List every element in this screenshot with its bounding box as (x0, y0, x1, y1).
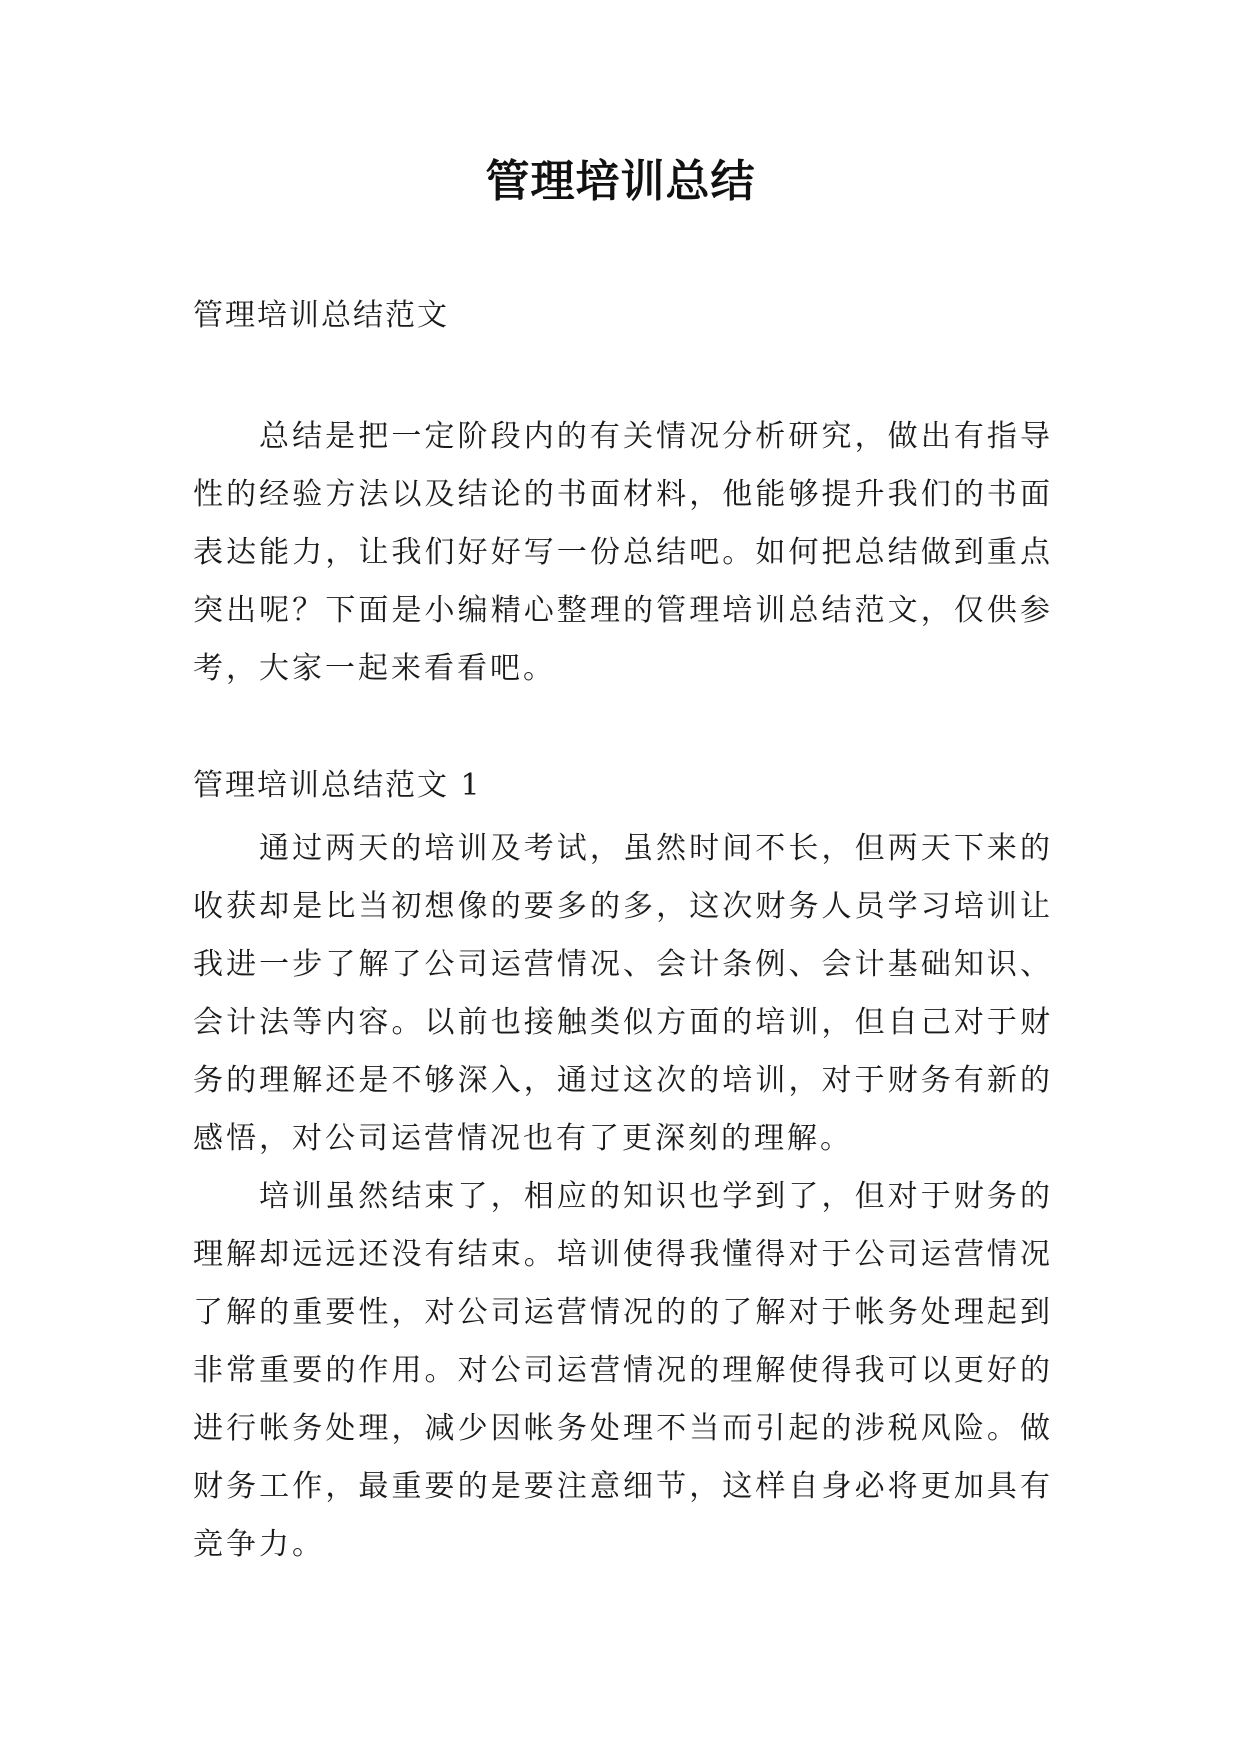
body-paragraph-1: 通过两天的培训及考试，虽然时间不长，但两天下来的收获却是比当初想像的要多的多，这次财务人员学习培训让我进一步了解了公司运营情况、会计条例、会计基础知识、会计法等内容。以前也接触类似方面的培训，但自己对于财务的理解还是不够深入，通过这次的培训，对于财务有新的感悟，对公司运营情况也有了更深刻的理解。 (193, 831, 1053, 1156)
section-heading: 管理培训总结范文 1 (193, 768, 482, 803)
document-subtitle: 管理培训总结范文 (193, 298, 449, 333)
body-paragraph-2: 培训虽然结束了，相应的知识也学到了，但对于财务的理解却远远还没有结束。培训使得我懂得对于公司运营情况了解的重要性，对公司运营情况的的了解对于帐务处理起到非常重要的作用。对公司运营情况的理解使得我可以更好的进行帐务处理，减少因帐务处理不当而引起的涉税风险。做财务工作，最重要的是要注意细节，这样自身必将更加具有竞争力。 (193, 1179, 1053, 1562)
section-body (193, 820, 1053, 1574)
document-title: 管理培训总结 (485, 156, 756, 207)
intro-paragraph: 总结是把一定阶段内的有关情况分析研究，做出有指导性的经验方法以及结论的书面材料，他能够提升我们的书面表达能力，让我们好好写一份总结吧。如何把总结做到重点突出呢？下面是小编精心整理的管理培训总结范文，仅供参考，大家一起来看看吧。 (193, 419, 1053, 686)
